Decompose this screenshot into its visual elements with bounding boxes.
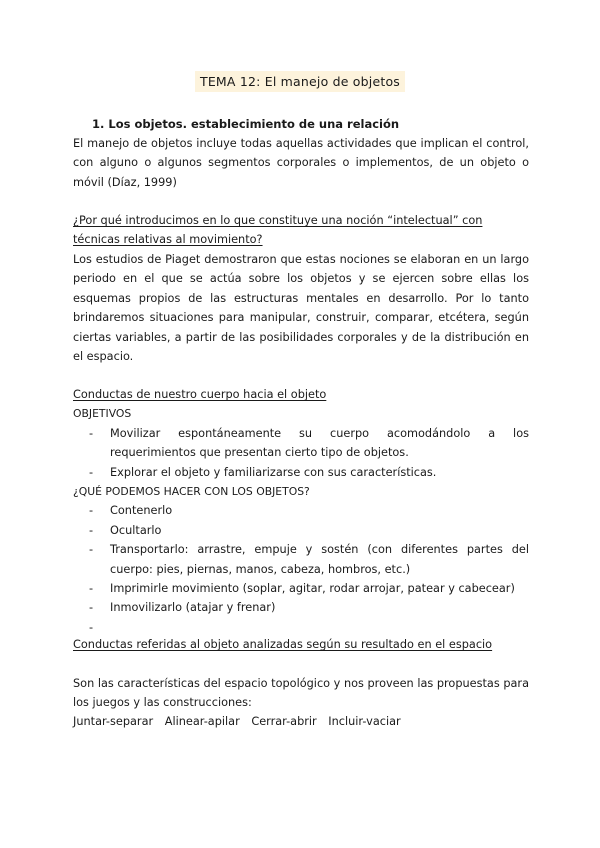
list-item: - Imprimirle movimiento (soplar, agitar, rodar arrojar, patear y cabecear) <box>73 579 529 598</box>
list-item: - Movilizar espontáneamente su cuerpo acomodándolo a los requerimientos que presentan cierto tipo de objetos. <box>73 424 529 463</box>
objetivos-list <box>73 424 529 482</box>
list-item: - Ocultarlo <box>73 521 529 540</box>
list-item: - Inmovilizarlo (atajar y frenar) <box>73 598 529 617</box>
que-podemos-label: ¿QUÉ PODEMOS HACER CON LOS OBJETOS? <box>73 485 310 499</box>
question-paragraph: Los estudios de Piaget demostraron que estas nociones se elaboran en un largo periodo en el que se actúa sobre los objetos y se ejercen sobre ellas los esquemas propios de las estructuras mentales en desarrollo. Por lo tanto brindaremos situaciones para manipular, construir, comparar, etcétera, según ciertas variables, a partir de las posibilidades corporales y de la distribución en el espacio. <box>73 253 529 364</box>
conductas-heading: Conductas de nuestro cuerpo hacia el objeto <box>73 388 327 401</box>
espacio-paragraph: Son las características del espacio topológico y nos proveen las propuestas para los juegos y las construcciones: <box>73 677 529 710</box>
title-container <box>0 71 600 92</box>
espacio-heading: Conductas referidas al objeto analizadas según su resultado en el espacio <box>73 638 493 651</box>
par-alinear-apilar: Alinear-apilar <box>164 715 240 728</box>
list-item: - Transportarlo: arrastre, empuje y sostén (con diferentes partes del cuerpo: pies, piernas, manos, cabeza, hombros, etc.) <box>73 540 529 579</box>
section-1-heading: 1. Los objetos. establecimiento de una relación <box>92 117 400 131</box>
section-1-heading-block <box>92 115 522 134</box>
page-title: TEMA 12: El manejo de objetos <box>195 71 405 92</box>
list-item: - Contenerlo <box>73 501 529 520</box>
section-1-paragraph: El manejo de objetos incluye todas aquellas actividades que implican el control, con alguno o algunos segmentos corporales o implementos, de un objeto o móvil (Díaz, 1999) <box>73 137 529 189</box>
par-cerrar-abrir: Cerrar-abrir <box>251 715 317 728</box>
acciones-list <box>73 501 529 637</box>
question-heading: ¿Por qué introducimos en lo que constituye una noción “intelectual” con técnicas relativas al movimiento? <box>73 214 483 247</box>
conductas-section <box>73 385 529 637</box>
objetivos-label: OBJETIVOS <box>73 407 132 421</box>
par-incluir-vaciar: Incluir-vaciar <box>328 715 401 728</box>
par-juntar-separar: Juntar-separar <box>73 715 154 728</box>
pares-row <box>73 712 529 731</box>
list-item: - Explorar el objeto y familiarizarse con sus características. <box>73 463 529 482</box>
